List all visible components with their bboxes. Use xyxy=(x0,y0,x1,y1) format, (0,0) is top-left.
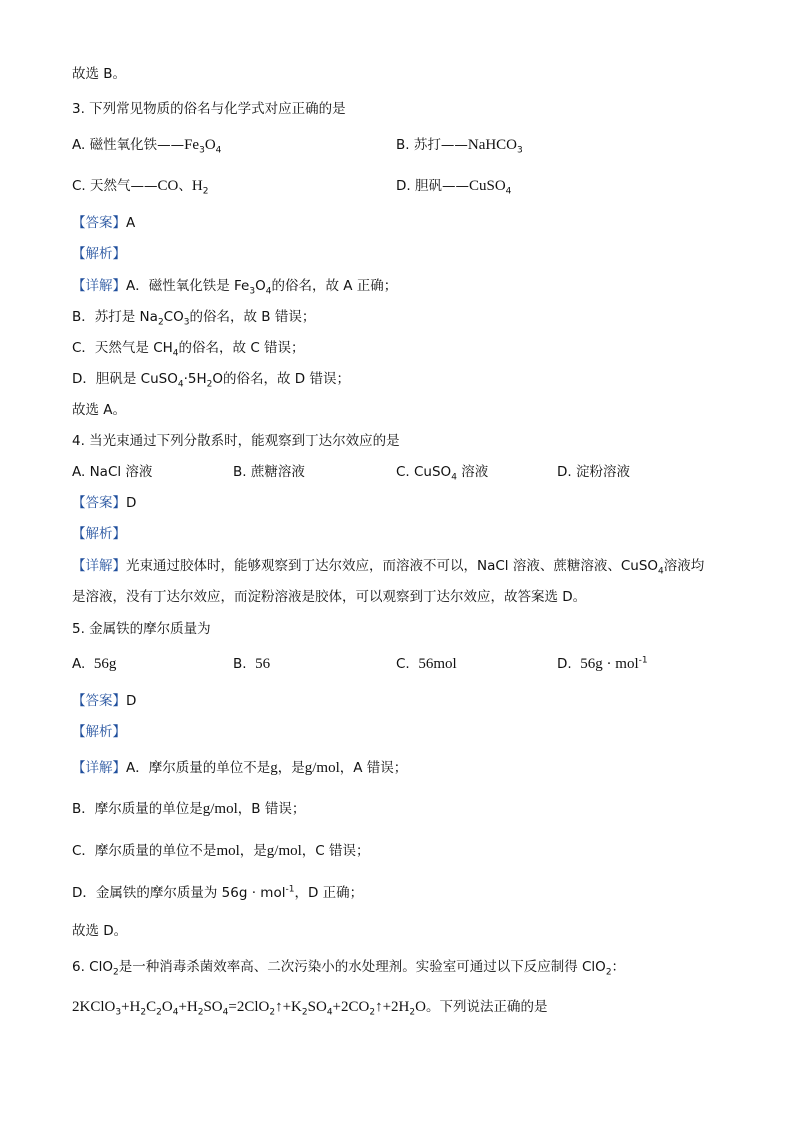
q4-detail-line1: 【详解】光束通过胶体时，能够观察到丁达尔效应，而溶液不可以，NaCl 溶液、蔗糖溶液、CuSO$_4$溶液均 xyxy=(72,558,705,577)
q3-detail-d: D．胆矾是 $CuSO_4\cdot 5H_2O$的俗名，故 D 错误； xyxy=(72,371,350,390)
q4-answer: 【答案】D xyxy=(72,495,137,511)
q4-option-c: C. CuSO$_4$ 溶液 xyxy=(396,464,489,483)
q3-analysis-heading: 【解析】 xyxy=(72,246,126,262)
q5-detail-a: 【详解】A．摩尔质量的单位不是g，是g/mol，A 错误； xyxy=(72,760,408,776)
q5-analysis-heading: 【解析】 xyxy=(72,724,126,740)
q3-option-d: D. 胆矾——CuSO$_4$ xyxy=(396,178,512,197)
q5-option-b: B. 56 xyxy=(233,656,271,672)
q3-answer: 【答案】A xyxy=(72,215,136,231)
q6-equation: $2KClO_3+H_2C_2O_4+H_2SO_4=2ClO_2↑+K_2SO_4+2CO_2↑+2H_2O$。下列说法正确的是 xyxy=(72,999,548,1018)
q5-stem: 5. 金属铁的摩尔质量为 xyxy=(72,621,211,637)
q5-detail-b: B．摩尔质量的单位是g/mol，B 错误； xyxy=(72,801,306,817)
q4-option-a: A. NaCl 溶液 xyxy=(72,464,153,480)
q5-option-a: A. 56g xyxy=(72,656,117,672)
q3-detail-c: C．天然气是 $CH_4$的俗名，故 C 错误； xyxy=(72,340,305,359)
q3-option-a: A. 磁性氧化铁$——Fe_3O_4$ xyxy=(72,137,222,156)
q3-conclusion: 故选 A。 xyxy=(72,402,127,418)
q3-stem: 3. 下列常见物质的俗名与化学式对应正确的是 xyxy=(72,101,346,117)
q5-answer: 【答案】D xyxy=(72,693,137,709)
q6-stem: 6. ClO$_2$是一种消毒杀菌效率高、二次污染小的水处理剂。实验室可通过以下反应制得 ClO$_2$： xyxy=(72,959,626,978)
q5-option-d: D. 56g · mol$^{-1}$ xyxy=(557,655,648,672)
q3-detail-a: 【详解】A．磁性氧化铁是 $Fe_3O_4$的俗名，故 A 正确； xyxy=(72,278,398,297)
q4-stem: 4. 当光束通过下列分散系时，能观察到丁达尔效应的是 xyxy=(72,433,400,449)
q4-option-d: D. 淀粉溶液 xyxy=(557,464,630,480)
q5-option-c: C. 56mol xyxy=(396,656,457,672)
q2-conclusion: 故选 B。 xyxy=(72,66,127,82)
q3-detail-b: B．苏打是 $Na_2CO_3$的俗名，故 B 错误； xyxy=(72,309,316,328)
q4-option-b: B. 蔗糖溶液 xyxy=(233,464,305,480)
q5-detail-c: C．摩尔质量的单位不是mol，是g/mol，C 错误； xyxy=(72,843,370,859)
q3-option-c: C. 天然气——CO、$H_2$ xyxy=(72,178,209,197)
q5-conclusion: 故选 D。 xyxy=(72,923,128,939)
q5-detail-d: D．金属铁的摩尔质量为 56g · mol$^{-1}$，D 正确； xyxy=(72,884,364,901)
q4-detail-line2: 是溶液，没有丁达尔效应，而淀粉溶液是胶体，可以观察到丁达尔效应，故答案选 D。 xyxy=(72,589,587,605)
q3-option-b: B. 苏打——NaHCO$_3$ xyxy=(396,137,523,156)
q4-analysis-heading: 【解析】 xyxy=(72,526,126,542)
